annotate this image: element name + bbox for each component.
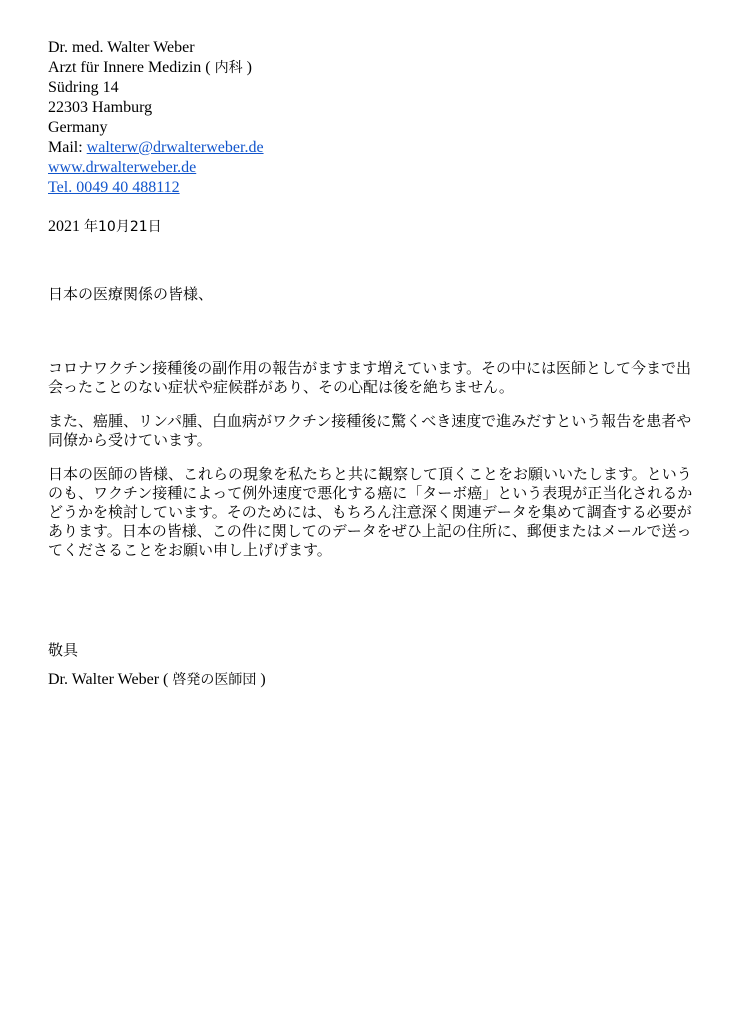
sender-city: 22303 Hamburg bbox=[48, 99, 153, 116]
paragraph-1: コロナワクチン接種後の副作用の報告がますます増えています。その中には医師として今まで出会ったことのない症状や症候群があり、その心配は後を絶ちません。 bbox=[48, 359, 692, 396]
signature-name: Dr. Walter Weber ( bbox=[48, 671, 173, 688]
signature-end: ) bbox=[256, 671, 266, 688]
date-year: 2021 bbox=[48, 218, 84, 235]
letter bbox=[48, 38, 698, 690]
paragraph-3: 日本の医師の皆様、これらの現象を私たちと共に観察して頂くことをお願いいたします。というのも、ワクチン接種によって例外速度で悪化する癌に「ターボ癌」という表現が正当化されるかどうかを検討しています。そのためには、もちろん注意深く関連データを集めて調査する必要があります。日本の皆様、この件に関してのデータをぜひ上記の住所に、郵便またはメールで送ってくださることをお願い申し上げげます。 bbox=[48, 465, 693, 559]
phone-line bbox=[48, 178, 698, 198]
paragraph-2: また、癌腫、リンパ腫、白血病がワクチン接種後に驚くべき速度で進みだすという報告を患者や同僚から受けています。 bbox=[48, 412, 692, 449]
date-rest: 年10月21日 bbox=[84, 219, 162, 235]
specialty-end: ) bbox=[242, 59, 252, 76]
sender-street: Südring 14 bbox=[48, 79, 119, 96]
signature-group: 啓発の医師団 bbox=[172, 672, 257, 688]
sender-specialty bbox=[48, 58, 698, 78]
website-line bbox=[48, 158, 698, 178]
sender-country: Germany bbox=[48, 119, 108, 136]
sender-address-block bbox=[48, 38, 698, 198]
phone-link[interactable]: Tel. 0049 40 488112 bbox=[48, 179, 180, 196]
specialty-jp: 内科 bbox=[214, 60, 243, 76]
specialty-text: Arzt für Innere Medizin ( bbox=[48, 59, 215, 76]
closing: 敬具 bbox=[48, 641, 79, 659]
website-link[interactable]: www.drwalterweber.de bbox=[48, 159, 197, 176]
letter-date bbox=[48, 217, 698, 237]
mail-label: Mail: bbox=[48, 139, 87, 156]
signature bbox=[48, 670, 698, 690]
email-link[interactable]: walterw@drwalterweber.de bbox=[86, 139, 264, 156]
greeting: 日本の医療関係の皆様、 bbox=[48, 285, 214, 303]
sender-name: Dr. med. Walter Weber bbox=[48, 39, 195, 56]
sender-mail-line bbox=[48, 138, 698, 158]
